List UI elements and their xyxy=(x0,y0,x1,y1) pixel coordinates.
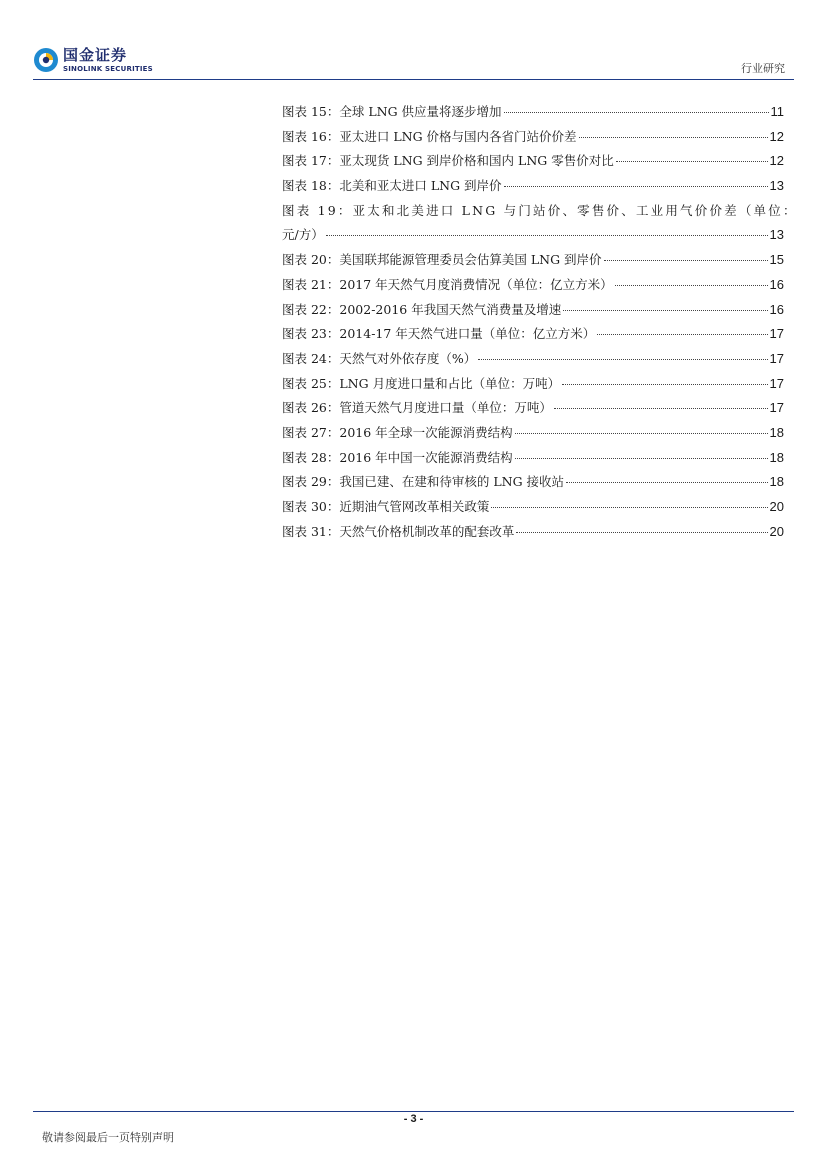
toc-entry-page: 20 xyxy=(769,499,784,514)
toc-entry-label: 图表 18：北美和亚太进口 LNG 到岸价 xyxy=(282,178,502,194)
toc-entry-25[interactable] xyxy=(282,372,784,397)
toc-entry-label: 图表 15：全球 LNG 供应量将逐步增加 xyxy=(282,104,502,119)
toc-entry-19-line2[interactable] xyxy=(282,223,784,248)
toc-entry-16[interactable] xyxy=(282,125,784,150)
toc-entry-page: 18 xyxy=(769,449,784,465)
dot-leader xyxy=(615,285,768,286)
toc-entry-26[interactable] xyxy=(282,396,784,421)
toc-entry-label: 图表 21：2017 年天然气月度消费情况（单位：亿立方米） xyxy=(282,276,613,292)
toc-entry-label: 图表 26：管道天然气月度进口量（单位：万吨） xyxy=(282,400,552,416)
toc-entry-label: 图表 16：亚太进口 LNG 价格与国内各省门站价价差 xyxy=(282,128,577,144)
toc-entry-page: 12 xyxy=(769,128,784,144)
toc-entry-page: 20 xyxy=(769,523,784,539)
toc-entry-label: 图表 20：美国联邦能源管理委员会估算美国 LNG 到岸价 xyxy=(282,252,602,268)
toc-entry-18[interactable] xyxy=(282,174,784,199)
toc-entry-page: 13 xyxy=(769,178,784,194)
toc-entry-page: 17 xyxy=(769,400,784,416)
dot-leader xyxy=(566,482,767,483)
toc-entry-page: 16 xyxy=(769,276,784,292)
toc-entry-page: 17 xyxy=(769,326,784,342)
toc-entry-22[interactable] xyxy=(282,298,784,323)
disclaimer-note: 敬请参阅最后一页特别声明 xyxy=(42,1131,174,1144)
toc-entry-page: 17 xyxy=(769,350,784,366)
toc-entry-page: 13 xyxy=(769,227,784,243)
toc-entry-label: 图表 22：2002-2016 年我国天然气消费量及增速 xyxy=(282,301,562,317)
toc-entry-28[interactable] xyxy=(282,446,784,471)
dot-leader xyxy=(563,310,767,311)
company-logo xyxy=(33,47,163,77)
toc-entry-page: 17 xyxy=(769,375,784,391)
toc-entry-24[interactable] xyxy=(282,347,784,372)
dot-leader xyxy=(579,137,768,138)
toc-entry-label: 图表 30：近期油气管网改革相关政策 xyxy=(282,499,490,514)
toc-entry-30[interactable] xyxy=(282,495,784,520)
header-divider xyxy=(33,79,794,80)
toc-entry-label: 图表 24：天然气对外依存度（%） xyxy=(282,350,477,366)
toc-entry-19-line1[interactable] xyxy=(282,199,798,224)
toc-entry-label: 图表 29：我国已建、在建和待审核的 LNG 接收站 xyxy=(282,474,565,490)
toc-entry-label: 图表 23：2014-17 年天然气进口量（单位：亿立方米） xyxy=(282,326,596,342)
toc-entry-page: 18 xyxy=(769,474,784,490)
toc-entry-page: 15 xyxy=(769,252,784,268)
dot-leader xyxy=(478,359,767,360)
toc-entry-label: 图表 28：2016 年中国一次能源消费结构 xyxy=(282,449,513,465)
toc-entry-label: 图表 31：天然气价格机制改革的配套改革 xyxy=(282,523,515,539)
toc-entry-label: 图表 19：亚太和北美进口 LNG 与门站价、零售价、工业用气价价差（单位： xyxy=(282,202,798,218)
figure-list xyxy=(282,100,798,544)
dot-leader xyxy=(504,186,768,187)
dot-leader xyxy=(326,235,768,236)
logo-english-text: SINOLINK SECURITIES xyxy=(63,65,153,73)
toc-entry-15[interactable] xyxy=(282,100,784,125)
dot-leader xyxy=(491,507,767,508)
sinolink-logo-icon xyxy=(33,47,59,73)
logo-chinese-text: 国金证券 xyxy=(63,46,128,64)
toc-entry-page: 18 xyxy=(769,424,784,440)
dot-leader xyxy=(554,408,768,409)
toc-entry-23[interactable] xyxy=(282,322,784,347)
toc-entry-20[interactable] xyxy=(282,248,784,273)
toc-entry-31[interactable] xyxy=(282,520,784,545)
toc-entry-label: 图表 27：2016 年全球一次能源消费结构 xyxy=(282,424,513,440)
toc-entry-27[interactable] xyxy=(282,421,784,446)
toc-entry-29[interactable] xyxy=(282,470,784,495)
toc-entry-page: 12 xyxy=(769,153,784,169)
section-label: 行业研究 xyxy=(741,62,785,75)
toc-entry-label: 图表 17：亚太现货 LNG 到岸价格和国内 LNG 零售价对比 xyxy=(282,153,614,169)
toc-entry-page: 11 xyxy=(770,104,784,119)
toc-entry-page: 16 xyxy=(769,301,784,317)
toc-entry-21[interactable] xyxy=(282,273,784,298)
dot-leader xyxy=(504,112,769,113)
footer-divider xyxy=(33,1111,794,1112)
dot-leader xyxy=(516,532,767,533)
dot-leader xyxy=(515,458,768,459)
dot-leader xyxy=(515,433,768,434)
page-number: - 3 - xyxy=(403,1113,424,1125)
toc-entry-label: 元/方） xyxy=(282,227,324,243)
dot-leader xyxy=(616,161,768,162)
toc-entry-label: 图表 25：LNG 月度进口量和占比（单位：万吨） xyxy=(282,375,561,391)
dot-leader xyxy=(597,334,767,335)
dot-leader xyxy=(562,384,767,385)
toc-entry-17[interactable] xyxy=(282,149,784,174)
dot-leader xyxy=(604,260,768,261)
